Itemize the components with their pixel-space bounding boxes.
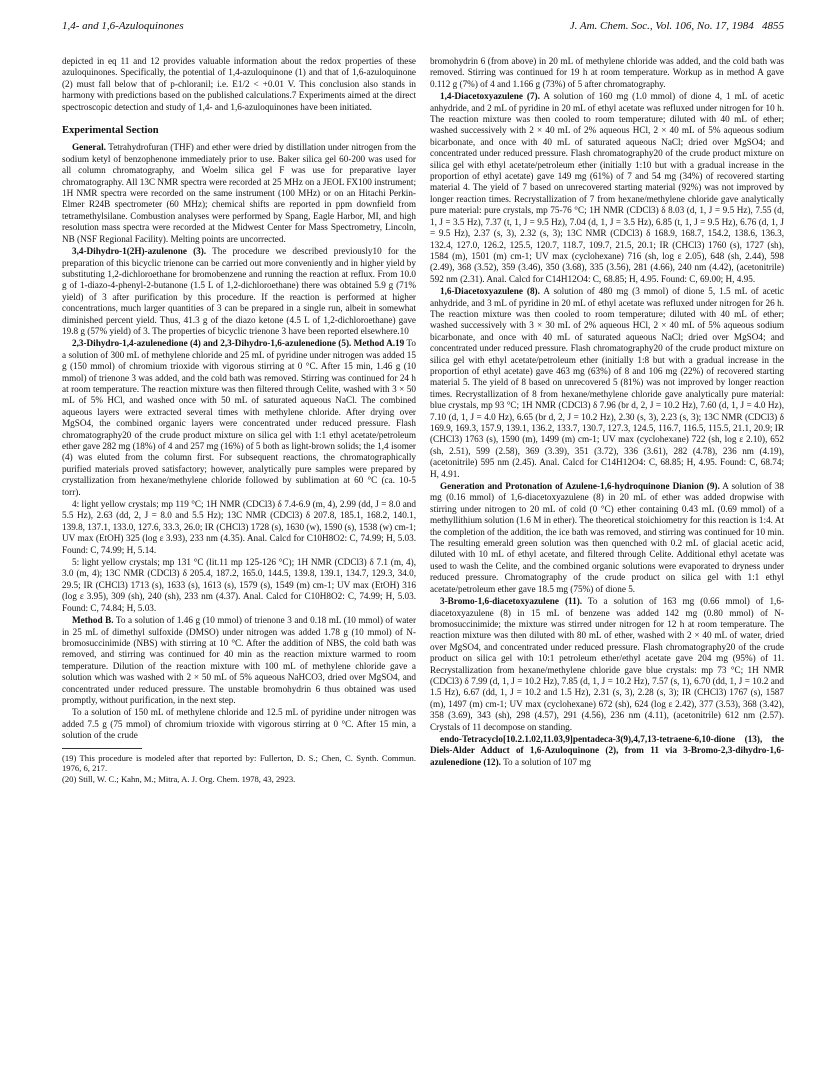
intro-paragraph: depicted in eq 11 and 12 provides valuable information about the redox properties of these azuloquinones. Specifically, the potential of 1,4-azuloquinone (1) and that of 1,6-azuloquinone (2) must fall below that of p-chloranil; i.e. E1/2 < +0.01 V. This conclusion also stands in harmony with predictions based on the published calculations.7 Experiments aimed at the direct spectroscopic detection and study of 1,4- and 1,6-azuloquinones have been initiated. [62,56,416,112]
right-column [430,56,784,769]
dianion-text: A solution of 38 mg (0.16 mmol) of 1,6-diacetoxyazulene (8) in 20 mL of ether was added dropwise with stirring under nitrogen to 20 mL of cold (0 °C) ether containing 0.43 mL (0.69 mmol) of a methyllithium solution (1.6 M in ether). The theoretical stoichiometry for this reaction is 1:4. At the completion of the addition, the ice bath was removed, and stirring was continued for 10 min. The resulting emerald green solution was then quenched with 0.2 mL of glacial acetic acid, diluted with 10 mL of ethyl acetate, and filtered through Celite. Additional ethyl acetate was used to wash the Celite, and the combined organic solutions were evaporated to dryness under reduced pressure. Chromatography of the crude product on silica gel with 1:1 ethyl acetate/petroleum ether gave 18.5 mg (75%) of dione 5. [430,481,784,594]
footnote-20: (20) Still, W. C.; Kahn, M.; Mitra, A. J. Org. Chem. 1978, 43, 2923. [62,774,296,785]
section-heading: Experimental Section [62,125,159,137]
compound-4-data: 4: light yellow crystals; mp 119 °C; 1H NMR (CDCl3) δ 7.4-6.9 (m, 4), 2.99 (dd, J = 8.0 and 5.5 Hz), 2.63 (dd, 2, J = 8.0 and 5.5 Hz); 13C NMR (CDCl3) δ 207.8, 185.1, 168.2, 140.1, 139.8, 137.1, 133.0, 127.6, 33.3, 26.0; IR (CHCl3) 1728 (s), 1630 (w), 1590 (s), 1538 (w) cm-1; UV max (EtOH) 325 (log ε 3.93), 233 nm (4.35). Anal. Calcd for C10H8O2: C, 74.99; H, 5.03. Found: C, 74.99; H, 5.14. [62,499,416,555]
compound-5-data: 5: light yellow crystals; mp 131 °C (lit.11 mp 125-126 °C); 1H NMR (CDCl3) δ 7.1 (m, 4), 3.0 (m, 4); 13C NMR (CDCl3) δ 205.4, 187.2, 165.0, 144.5, 139.8, 139.1, 134.7, 129.3, 34.0, 29.5; IR (CHCl3) 1713 (s), 1633 (s), 1613 (s), 1579 (s), 1549 (m) cm-1; UV max (EtOH) 316 (log ε 3.95), 309 (sh), 240 (sh), 233 nm (4.37). Anal. Calcd for C10H8O2: C, 74.99; H, 5.03. Found: C, 74.84; H, 5.03. [62,557,416,613]
footnotes [62,753,416,785]
method-a-paragraph [62,338,416,498]
compound-13-text: To a solution of 107 mg [500,756,591,767]
compound-13-head: endo-Tetracyclo[10.2.1.02,11.03,9]pentadeca-3(9),4,7,13-tetraene-6,10-dione (13), the Diels-Alder Adduct of 1,6-Azuloquinone (2), from 11 via 3-Bromo-2,3-dihydro-1,6-azulenedione (12). [430,733,784,767]
compound-11-head: 3-Bromo-1,6-diacetoxyazulene (11). [440,596,583,607]
compound-3-head: 3,4-Dihydro-1(2H)-azulenone (3). [72,246,207,257]
method-b-continued: bromohydrin 6 (from above) in 20 mL of methylene chloride was added, and the cold bath was removed. Stirring was continued for 19 h at room temperature. Workup as in method A gave 0.112 g (7%) of 4 and 1.166 g (73%) of 5 after chromatography. [430,56,784,89]
general-paragraph [62,142,416,245]
compound-8-text: A solution of 480 mg (3 mmol) of dione 5, 1.5 mL of acetic anhydride, and 3 mL of pyridine in 20 mL of ethyl acetate was refluxed under nitrogen for 26 h. The reaction mixture was then cooled to room temperature; diluted with 40 mL of ether; washed successively with 3 × 30 mL of 2% aqueous HCl, 2 × 40 mL of 5% aqueous sodium bicarbonate, and once with 40 mL of saturated aqueous NaCl; dried over MgSO4; and concentrated under reduced pressure. Flash chromatography20 of the crude product mixture on silica gel with ethyl acetate/petroleum ether (initially 1:8 but with a gradual increase in the proportion of ethyl acetate) gave 463 mg (63%) of 8 and 106 mg (22%) of recovered starting material 5. The yield of 8 based on unrecovered 5 (81%) was not improved by longer reaction times. Recrystallization of 8 from hexane/methylene chloride gave analytically pure material: blue crystals, mp 93 °C; 1H NMR (CDCl3) δ 7.96 (br d, 2, J = 10.2 Hz), 7.60 (d, 1, J = 4.0 Hz), 7.10 (d, 1, J = 4.0 Hz), 6.65 (br d, 2, J = 10.2 Hz), 2.30 (s, 3), 2.23 (s, 3); 13C NMR (CDCl3) δ 169.9, 169.3, 157.9, 139.1, 136.2, 133.7, 130.7, 127.3, 124.5, 116.7, 116.5, 115.5, 21.1, 20.9; IR (CHCl3) 1763 (s), 1590 (m), 1499 (m) cm-1; UV max (cyclohexane) 722 (sh, log ε 2.10), 652 (sh, 2.51), 599 (2.58), 369 (3.39), 351 (3.72), 336 (3.61), 282 (4.78), 236 nm (4.19), (acetonitrile) 595 nm (2.45). Anal. Calcd for C14H12O4: C, 68.85; H, 4.95. Found: C, 68.74; H, 4.91. [430,286,784,479]
compound-7-text: A solution of 160 mg (1.0 mmol) of dione 4, 1 mL of acetic anhydride, and 2 mL of pyridine in 20 mL of ethyl acetate was refluxed under nitrogen for 10 h. The reaction mixture was then cooled to room temperature; diluted with 40 mL of ether; washed successively with 2 × 40 mL of 2% aqueous HCl, 2 × 40 mL of 5% aqueous sodium bicarbonate, and once with 40 mL of saturated aqueous NaCl; dried over MgSO4; and concentrated under reduced pressure. Flash chromatography20 of the crude product mixture on silica gel with ethyl acetate/petroleum ether (initially 1:10 but with a gradual increase in the proportion of ethyl acetate) gave 149 mg (61%) of 7 and 54 mg (34%) of recovered starting material 4. The yield of 7 based on unrecovered starting material (92%) was not improved by longer reaction times. Recrystallization of 7 from hexane/methylene chloride gave analytically pure material: pure crystals, mp 75-76 °C; 1H NMR (CDCl3) δ 8.03 (d, 1, J = 9.5 Hz), 7.55 (d, 1, J = 3.5 Hz), 7.37 (t, 1, J = 9.5 Hz), 7.04 (d, 1, J = 3.5 Hz), 6.85 (t, 1, J = 9.5 Hz), 6.76 (d, 1, J = 9.5 Hz), 2.37 (s, 3), 2.32 (s, 3); 13C NMR (CDCl3) δ 168.9, 168.7, 154.2, 138.6, 136.3, 132.4, 127.0, 126.2, 125.5, 120.7, 118.7, 109.7, 21.5, 20.1; IR (CHCl3) 1760 (s), 1727 (sh), 1584 (m), 1501 (m) cm-1; UV max (cyclohexane) 716 (sh, log ε 2.05), 648 (sh, 2.44), 598 (2.49), 368 (3.52), 359 (3.46), 350 (3.68), 335 (3.56), 281 (4.66), 240 nm (4.42), (acetonitrile) 592 nm (2.31). Anal. Calcd for C14H12O4: C, 68.85; H, 4.95. Found: C, 69.00; H, 4.95. [430,91,784,284]
method-a-text: To a solution of 300 mL of methylene chloride and 25 mL of pyridine under nitrogen was added 15 g (150 mmol) of chromium trioxide with vigorous stirring at 0 °C. After 15 min, 1.46 g (10 mmol) of trienone 3 was added, and the cold bath was removed. Stirring was continued for 24 h at room temperature. The reaction mixture was then filtered through Celite, washed with 3 × 50 mL of 5% HCl, and washed once with 50 mL of saturated aqueous NaCl. The combined aqueous layers were extracted several times with methylene chloride. After drying over MgSO4, the combined organic layers were concentrated under reduced pressure. Flash chromatography20 of the crude product mixture on silica gel with 1:1 ethyl acetate/petroleum ether gave 282 mg (18%) of 4 and 257 mg (16%) of 5 both as light-brown solids; the 1,4 isomer (4) was eluted from the column first. For subsequent reactions, the chromatographically purified materials proved satisfactory; however, analytically pure samples were prepared by crystallization from hexane/methylene chloride followed by sublimation at 60 °C (ca. 10-5 torr). [62,338,416,497]
compound-13-paragraph [430,734,784,768]
dianion-head: Generation and Protonation of Azulene-1,6-hydroquinone Dianion (9). [440,481,720,492]
compound-11-paragraph [430,596,784,733]
left-column [62,56,416,786]
footnote-19: (19) This procedure is modeled after that reported by: Fullerton, D. S.; Chen, C. Synth. Commun. 1976, 6, 217. [62,752,416,773]
compound-3-paragraph [62,246,416,337]
footnote-divider [62,748,142,749]
journal-name: J. Am. Chem. Soc., Vol. 106, No. 17, 1984 [569,20,754,32]
compound-3-text: The procedure we described previously10 for the preparation of this bicyclic trienone can be carried out more conveniently and in higher yield by substituting 1,2-dichloroethane for bromobenzene and running the reaction at reflux. From 10.0 g of 1-diazo-4-phenyl-2-butanone (1.5 L of 1,2-dichloroethane) there was obtained 5.9 g (71% yield) of 3 after purification by this procedure. If the reaction is performed at higher concentrations, much larger quantities of 3 can be prepared in a single run, albeit in somewhat diminished percent yield. Thus, 41.3 g of the diazo ketone (4.5 L of 1,2-dichloroethane) gave 19.8 g (57% yield) of 3. The properties of bicyclic trienone 3 have been reported elsewhere.10 [62,246,416,336]
compound-7-paragraph [430,91,784,285]
compound-11-text: To a solution of 163 mg (0.66 mmol) of 1,6-diacetoxyazulene (8) in 15 mL of benzene was added 142 mg (0.80 mmol) of N-bromosuccinimide; the mixture was stirred under nitrogen for 12 h at room temperature. The reaction mixture was then diluted with 80 mL of ether, washed with 2 × 40 mL of water, dried over MgSO4, and concentrated under reduced pressure. Flash chromatography20 of the crude product on silica gel with 10:1 petroleum ether/ethyl acetate gave 204 mg (95%) of 11. Recrystallization from hexane/methylene chloride gave blue crystals: mp 73 °C; 1H NMR (CDCl3) δ 7.99 (d, 1, J = 10.2 Hz), 7.85 (d, 1, J = 10.2 Hz), 7.57 (s, 1), 6.70 (dd, 1, J = 10.2 and 1.5 Hz), 6.67 (dd, 1, J = 10.2 and 1.5 Hz), 2.31 (s, 3), 2.28 (s, 3); IR (CHCl3) 1767 (s), 1587 (m), 1497 (m) cm-1; UV max (cyclohexane) 672 (sh), 624 (log ε 2.42), 377 (3.53), 368 (3.42), 358 (3.69), 343 (sh), 298 (4.57), 291 (4.56), 236 nm (4.11), (acetonitrile) 612 nm (2.57). Crystals of 11 decompose on standing. [430,596,784,732]
method-a-head: 2,3-Dihydro-1,4-azulenedione (4) and 2,3-Dihydro-1,6-azulenedione (5). Method A.19 [72,338,405,349]
compound-8-paragraph [430,286,784,480]
running-header [62,20,784,36]
general-head: General. [72,142,106,153]
dianion-paragraph [430,481,784,595]
method-b-head: Method B. [72,615,114,626]
journal-citation [570,20,784,32]
oxidation-paragraph: To a solution of 150 mL of methylene chloride and 12.5 mL of pyridine under nitrogen was added 7.5 g (75 mmol) of chromium trioxide with vigorous stirring at 0 °C. After 15 min, a solution of the crude [62,707,416,741]
compound-8-head: 1,6-Diacetoxyazulene (8). [440,286,540,297]
page-number: 4855 [762,20,784,32]
method-b-paragraph [62,615,416,706]
method-b-text: To a solution of 1.46 g (10 mmol) of trienone 3 and 0.18 mL (10 mmol) of water in 25 mL of dimethyl sulfoxide (DMSO) under nitrogen was added 1.78 g (10 mmol) of N-bromosuccinimide (NBS) with stirring at 10 °C. After the addition of NBS, the cold bath was removed, and stirring was continued for 40 min as the reaction mixture warmed to room temperature. Dilution of the reaction mixture with 100 mL of methylene chloride gave a solution which was washed with 2 × 50 mL of 5% aqueous NaHCO3, dried over MgSO4, and concentrated under reduced pressure. The unstable bromohydrin 6 thus obtained was used promptly, without purification, in the next step. [62,615,416,705]
general-text: Tetrahydrofuran (THF) and ether were dried by distillation under nitrogen from the sodium ketyl of benzophenone immediately prior to use. Baker silica gel 60-200 was used for all column chromatography, and Woelm silica gel F was use for preparative layer chromatography. All 13C NMR spectra were recorded at 25 MHz on a JEOL FX100 instrument; 1H NMR spectra were recorded on the same instrument (100 MHz) or on an Hitachi Perkin-Elmer R24B spectrometer (60 MHz); chemical shifts are reported in ppm downfield from tetramethylsilane. Combustion analyses were performed by Spang, Eagle Harbor, MI, and high resolution mass spectra were recorded at the Midwest Center for Mass Spectrometry, Lincoln, NB (NSF Regional Facility). Melting points are uncorrected. [62,142,416,244]
compound-7-head: 1,4-Diacetoxyazulene (7). [440,91,540,102]
running-title: 1,4- and 1,6-Azuloquinones [62,20,184,32]
